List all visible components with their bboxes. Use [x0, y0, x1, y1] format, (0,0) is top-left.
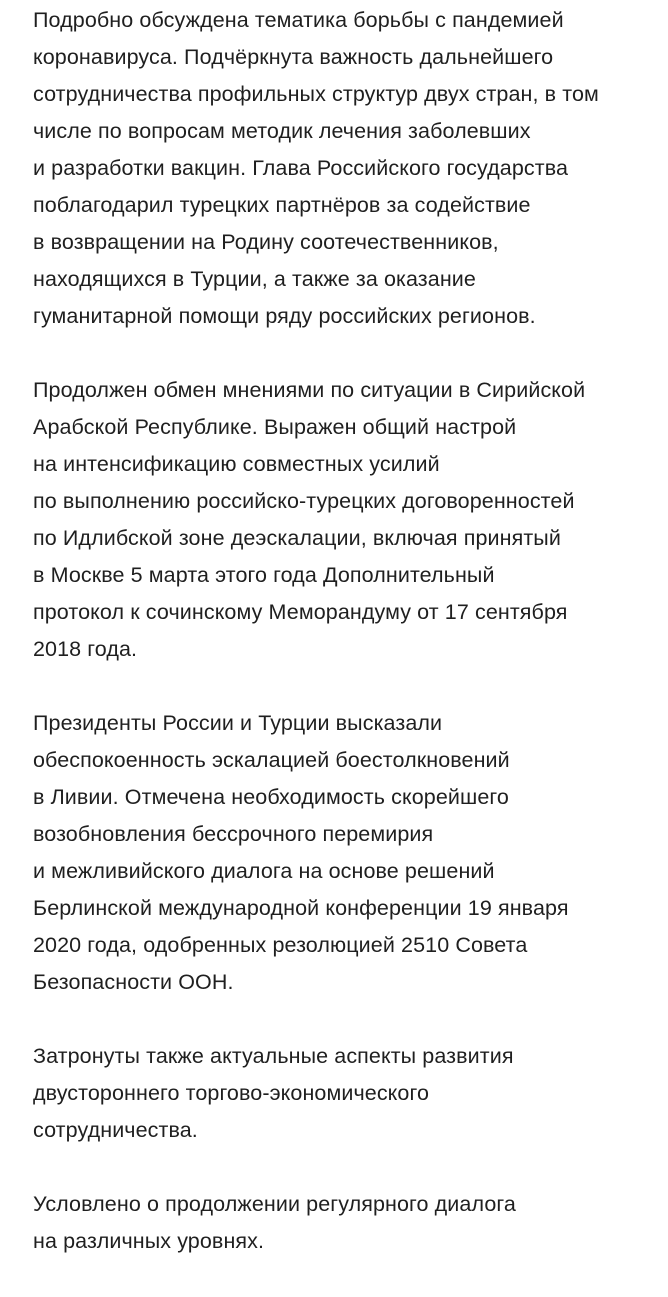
text-line: Президенты России и Турции высказали	[33, 711, 443, 735]
text-line: обеспокоенность эскалацией боестолкновений	[33, 748, 510, 772]
text-line: Продолжен обмен мнениями по ситуации в Сирийской	[33, 378, 586, 402]
text-line: на интенсификацию совместных усилий	[33, 452, 440, 476]
text-line: Арабской Республике. Выражен общий настрой	[33, 415, 517, 439]
text-line: сотрудничества.	[33, 1118, 198, 1142]
text-line: гуманитарной помощи ряду российских регионов.	[33, 304, 536, 328]
text-line: сотрудничества профильных структур двух стран, в том	[33, 82, 599, 106]
text-line: Затронуты также актуальные аспекты развития	[33, 1044, 514, 1068]
text-line: в Ливии. Отмечена необходимость скорейшего	[33, 785, 509, 809]
text-line: на различных уровнях.	[33, 1229, 265, 1253]
text-line: числе по вопросам методик лечения заболевших	[33, 119, 531, 143]
text-line: и разработки вакцин. Глава Российского государства	[33, 156, 569, 180]
text-line: находящихся в Турции, а также за оказание	[33, 267, 476, 291]
text-line: по выполнению российско-турецких договоренностей	[33, 489, 575, 513]
text-line: протокол к сочинскому Меморандуму от 17 сентября	[33, 600, 568, 624]
text-line: в возвращении на Родину соотечественников,	[33, 230, 499, 254]
text-line: 2020 года, одобренных резолюцией 2510 Совета	[33, 933, 528, 957]
text-line: Безопасности ООН.	[33, 970, 234, 994]
text-line: по Идлибской зоне деэскалации, включая принятый	[33, 526, 561, 550]
text-line: возобновления бессрочного перемирия	[33, 822, 434, 846]
paragraph-dialogue	[33, 1186, 643, 1260]
text-line: в Москве 5 марта этого года Дополнительный	[33, 563, 495, 587]
paragraph-syria	[33, 372, 643, 668]
paragraph-trade	[33, 1038, 643, 1149]
text-line: двустороннего торгово-экономического	[33, 1081, 430, 1105]
text-line: Подробно обсуждена тематика борьбы с пандемией	[33, 8, 564, 32]
text-line: 2018 года.	[33, 637, 138, 661]
paragraph-libya	[33, 705, 643, 1001]
text-line: поблагодарил турецких партнёров за содействие	[33, 193, 531, 217]
text-line: и межливийского диалога на основе решений	[33, 859, 495, 883]
text-line: коронавируса. Подчёркнута важность дальнейшего	[33, 45, 554, 69]
text-line: Условлено о продолжении регулярного диалога	[33, 1192, 516, 1216]
article-body	[33, 0, 643, 1297]
text-line: Берлинской международной конференции 19 января	[33, 896, 569, 920]
paragraph-covid	[33, 2, 643, 335]
